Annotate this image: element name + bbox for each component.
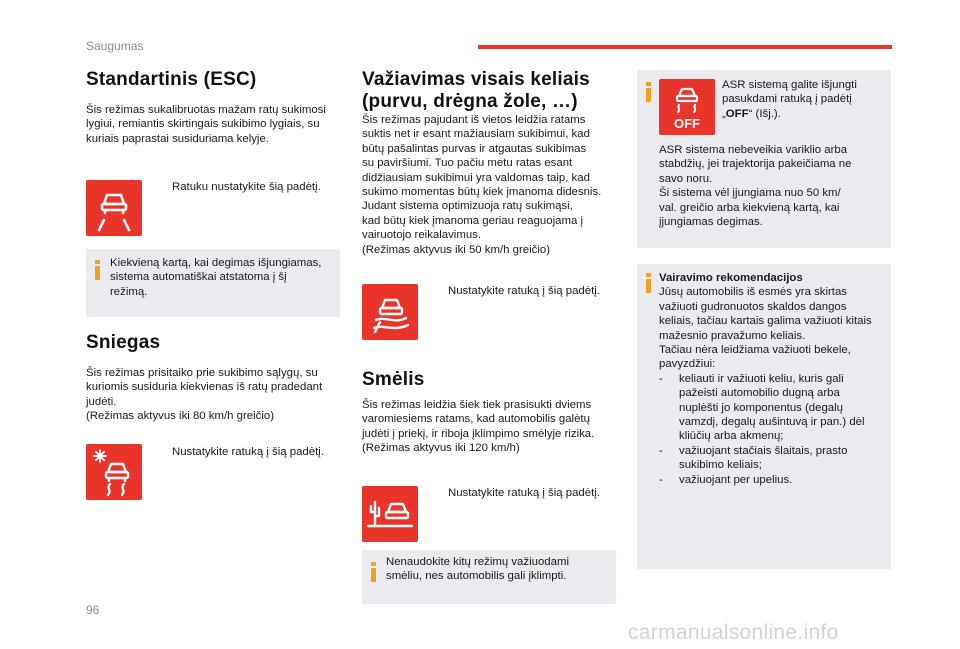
esc-standard-icon (86, 180, 142, 236)
esc-off-icon (659, 79, 715, 135)
info-icon (646, 273, 651, 293)
driving-recommendations-title: Vairavimo rekomendacijos (659, 272, 803, 284)
sand-title: Smėlis (362, 369, 425, 390)
sand-info-box: Nenaudokite kitų režimų važiuodami smėliu, nes automobilis gali įklimpti. (362, 550, 616, 604)
snow-body: Šis režimas prisitaiko prie sukibimo sąlygų, su kuriomis susiduria kiekvienas iš ratų pradedant judėti. (Režimas aktyvus iki 80 km/h greičio) (86, 367, 323, 423)
standard-info-box: Kiekvieną kartą, kai degimas išjungiamas, sistema automatiškai atstatoma į šį režimą. (86, 249, 340, 317)
asr-info-box (637, 70, 891, 248)
asr-side-text: ASR sistemą galite išjungti pasukdami ratuką į padėtį „OFF“ (Išj.). (722, 79, 857, 120)
mud-instruction: Nustatykite ratuką į šią padėtį. (448, 285, 600, 297)
asr-body: ASR sistema nebeveikia variklio arba stabdžių, jei trajektorija pakeičiama ne savo noru. Ši sistema vėl įjungiama nuo 50 km/ val. greičio arba kiekvieną kartą, kai įjungiamas degimas. (659, 144, 852, 229)
mud-mode-icon (362, 284, 418, 340)
svg-text:OFF: OFF (674, 116, 700, 131)
driving-recommendations-text: Vairavimo rekomendacijos Jūsų automobilis iš esmės yra skirtas važiuoti gudronuotos skaldos dangos keliais, tačiau kartais galima važiuoti kitais mažesnio pravažumo keliais. Tačiau nėra leidžiama važiuoti bekele, pavyzdžiui: - keliauti ir važiuoti keliu, kuris gali pažeisti automobilio dugną arba nuplėšti jo komponentus (degalų vamzdį, degalų aušintuvą ir pan.) dėl kliūčių arba akmenų; - važiuojant stačiais šlaitais, prasto sukibimo keliais; - važiuojant per upelius. (659, 272, 872, 486)
snow-instruction: Nustatykite ratuką į šią padėtį. (172, 446, 324, 458)
snow-title: Sniegas (86, 332, 161, 353)
standard-body: Šis režimas sukalibruotas mažam ratų sukimosi lygiui, remiantis skirtingais sukibimo lygiais, su kuriais paprastai susiduriama kelyje. (86, 104, 326, 145)
driving-recommendations-box (637, 264, 891, 569)
info-icon (371, 562, 376, 582)
standard-title: Standartinis (ESC) (86, 69, 257, 90)
section-label: Saugumas (86, 39, 144, 53)
section-accent-bar (478, 45, 892, 49)
sand-body: Šis režimas leidžia šiek tiek prasisukti dviems varomiesiems ratams, kad automobilis galėtų judėti į priekį, ir riboja įklimpimo smėlyje rizika. (Režimas aktyvus iki 120 km/h) (362, 399, 595, 455)
watermark: carmanualsonline.info (628, 621, 839, 644)
list-item: - važiuojant stačiais šlaitais, prasto (659, 444, 848, 457)
mud-body: Šis režimas pajudant iš vietos leidžia ratams suktis net ir esant mažiausiam sukibimui, kad būtų pašalintas purvas ir atgautas sukibimas su paviršiumi. Tuo pačiu metu ratas esant didžiausiam sukibimui yra valdomas taip, kad sukimo momentas būtų kiek įmanoma didesnis. Judant sistema optimizuoja ratų sukimąsi, kad būtų kiek įmanoma geriau reaguojama į vairuotojo reikalavimus. (Režimas aktyvus iki 50 km/h greičio) (362, 114, 602, 256)
list-item: - važiuojant per upelius. (659, 473, 793, 486)
info-icon (646, 82, 651, 102)
standard-instruction: Ratuku nustatykite šią padėtį. (172, 181, 321, 193)
page-number: 96 (86, 603, 100, 617)
snow-mode-icon (86, 444, 142, 500)
mud-title: Važiavimas visais keliais (purvu, drėgna žole, …) (362, 69, 590, 112)
list-item: - keliauti ir važiuoti keliu, kuris gali (659, 372, 844, 385)
sand-mode-icon (362, 486, 418, 542)
info-icon (95, 260, 100, 280)
off-label: OFF (725, 107, 749, 120)
sand-instruction: Nustatykite ratuką į šią padėtį. (448, 487, 600, 499)
